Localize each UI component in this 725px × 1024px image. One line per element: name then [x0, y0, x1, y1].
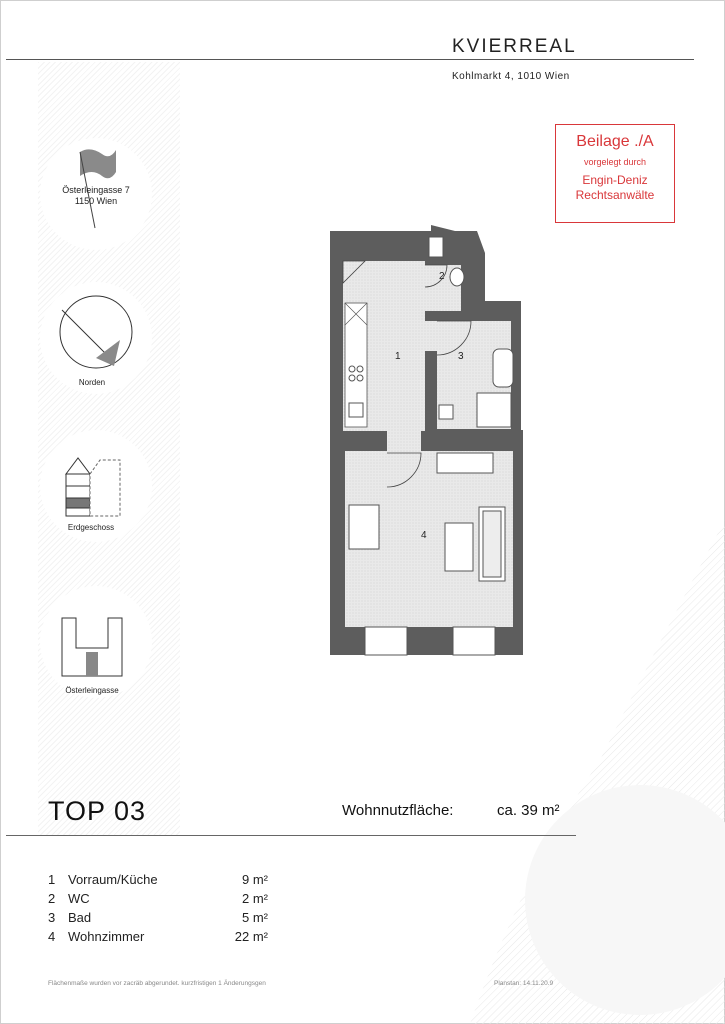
brand-address: Kohlmarkt 4, 1010 Wien [452, 71, 570, 82]
site-plan-icon [40, 586, 152, 698]
street-circle [40, 586, 152, 698]
room-row [48, 872, 268, 890]
location-label [44, 185, 148, 207]
location-line1: Österleingasse 7 [62, 185, 130, 195]
location-line2: 1150 Wien [74, 196, 118, 206]
room-row-number: 4 [48, 929, 56, 944]
footer-note: Flächenmaße wurden vor zacräb abgerundet. kurzfristigen 1 Änderungsgen [48, 980, 266, 987]
room-number-3: 3 [458, 351, 464, 362]
room-row-name: Bad [68, 910, 92, 925]
area-value: ca. 39 m² [497, 802, 560, 819]
room-number-4: 4 [421, 530, 427, 541]
header-rule [6, 59, 694, 60]
stamp-firm-line1: Engin-Deniz [582, 173, 648, 187]
stamp-subtitle: vorgelegt durch [583, 157, 647, 167]
plan-number: Planstan: 14.11.20.9 [494, 980, 554, 987]
area-label: Wohnnutzfläche: [342, 802, 454, 819]
room-row [48, 929, 268, 947]
brand-name: KVIERREAL [452, 36, 577, 57]
north-label: Norden [78, 378, 106, 387]
stamp [555, 124, 675, 223]
room-row-name: Vorraum/Küche [68, 872, 158, 887]
room-row [48, 910, 268, 928]
room-row-area: 9 m² [242, 872, 268, 887]
room-row [48, 891, 268, 909]
room-number-2: 2 [439, 271, 445, 282]
room-number-1: 1 [395, 351, 401, 362]
street-label: Österleingasse [65, 686, 119, 695]
room-row-number: 1 [48, 872, 56, 887]
stamp-title: Beilage ./A [576, 133, 654, 150]
room-row-number: 2 [48, 891, 56, 906]
floor-plan [325, 225, 535, 670]
unit-title: TOP 03 [48, 796, 147, 826]
room-row-area: 5 m² [242, 910, 268, 925]
room-row-area: 2 m² [242, 891, 268, 906]
stamp-firm-line2: Rechtsanwälte [575, 188, 655, 202]
floor-label: Erdgeschoss [67, 523, 115, 532]
room-row-name: Wohnzimmer [68, 929, 145, 944]
room-row-name: WC [68, 891, 90, 906]
room-row-area: 22 m² [234, 929, 268, 944]
room-row-number: 3 [48, 910, 56, 925]
floor-plan-drawing [325, 225, 535, 665]
title-rule [6, 835, 576, 836]
